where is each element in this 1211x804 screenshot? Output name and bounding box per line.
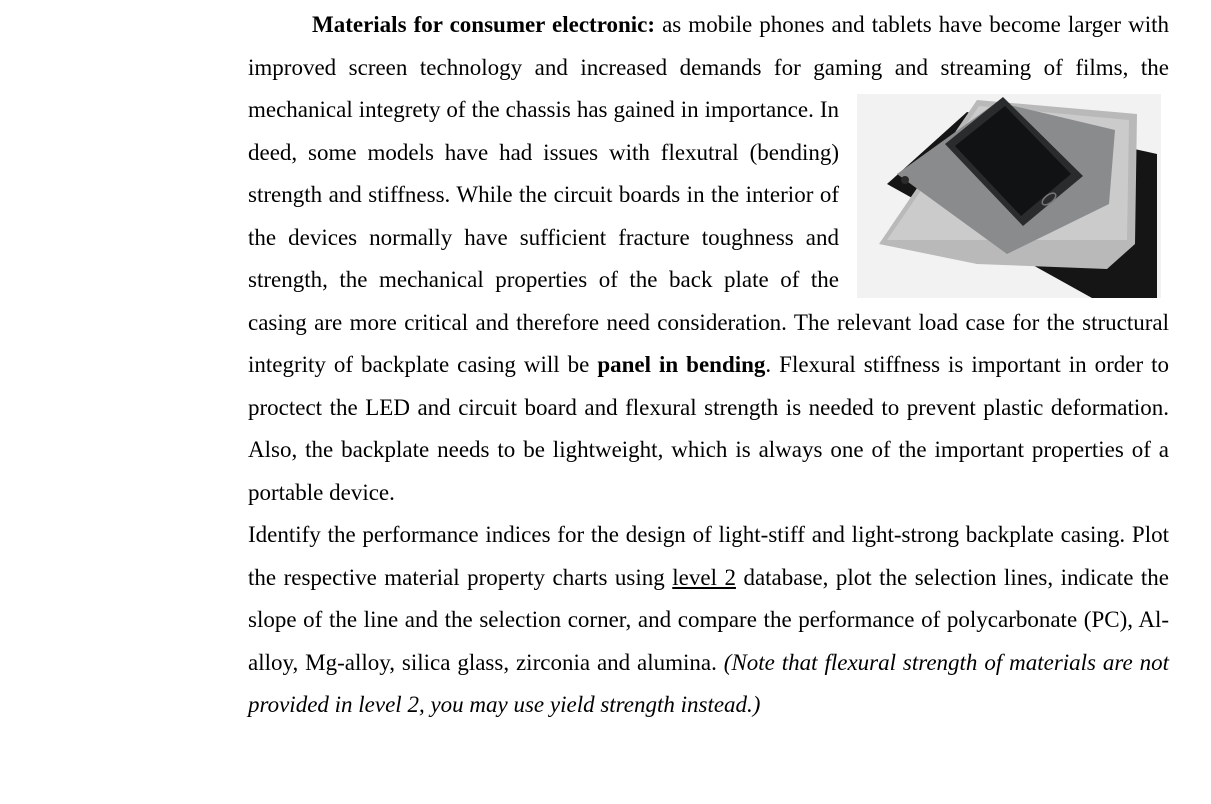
task-text-end: database, plot the selection lines, indicate the slope of the line and the selection corner, and compare the performance of polycarbonate (PC), Al-alloy, Mg-alloy, silica glass, zirconia and alumina. (248, 564, 1169, 675)
devices-photo (857, 94, 1161, 298)
bold-term: panel in bending (597, 352, 766, 377)
task-note: (Note that flexural strength of materials are not provided in level 2, you may use yield strength instead.) (248, 649, 1169, 717)
database-level-link: level 2 (672, 564, 736, 590)
devices-illustration (857, 94, 1161, 298)
section-heading: Materials for consumer electronic: (312, 12, 656, 37)
paragraph-text-start: as mobile phones and tablets have become larger with improved screen technology and increased demands for gaming and streaming of films, the mechanical integrety of the chassis has gained in importance. In deed, some models have had issues with flexutral (bending) strength and stiffness. While the circuit boards in the interior of the devices normally have sufficient fracture toughness and strength, the mechanical properties of the back plate of the casing are more critical and therefore need consideration. The relevant load case for the structural integrity of backplate casing will be (248, 12, 1169, 377)
document-body (248, 4, 1169, 727)
paragraph-task (248, 514, 1169, 727)
paragraph-text-end: . Flexural stiffness is important in order to proctect the LED and circuit board and flexural strength is needed to prevent plastic deformation. Also, the backplate needs to be lightweight, which is always one of the important properties of a portable device. (248, 352, 1169, 505)
task-text-start: Identify the performance indices for the design of light-stiff and light-strong backplate casing. Plot the respective material property charts using (248, 522, 1169, 590)
paragraph-context (248, 4, 1169, 514)
